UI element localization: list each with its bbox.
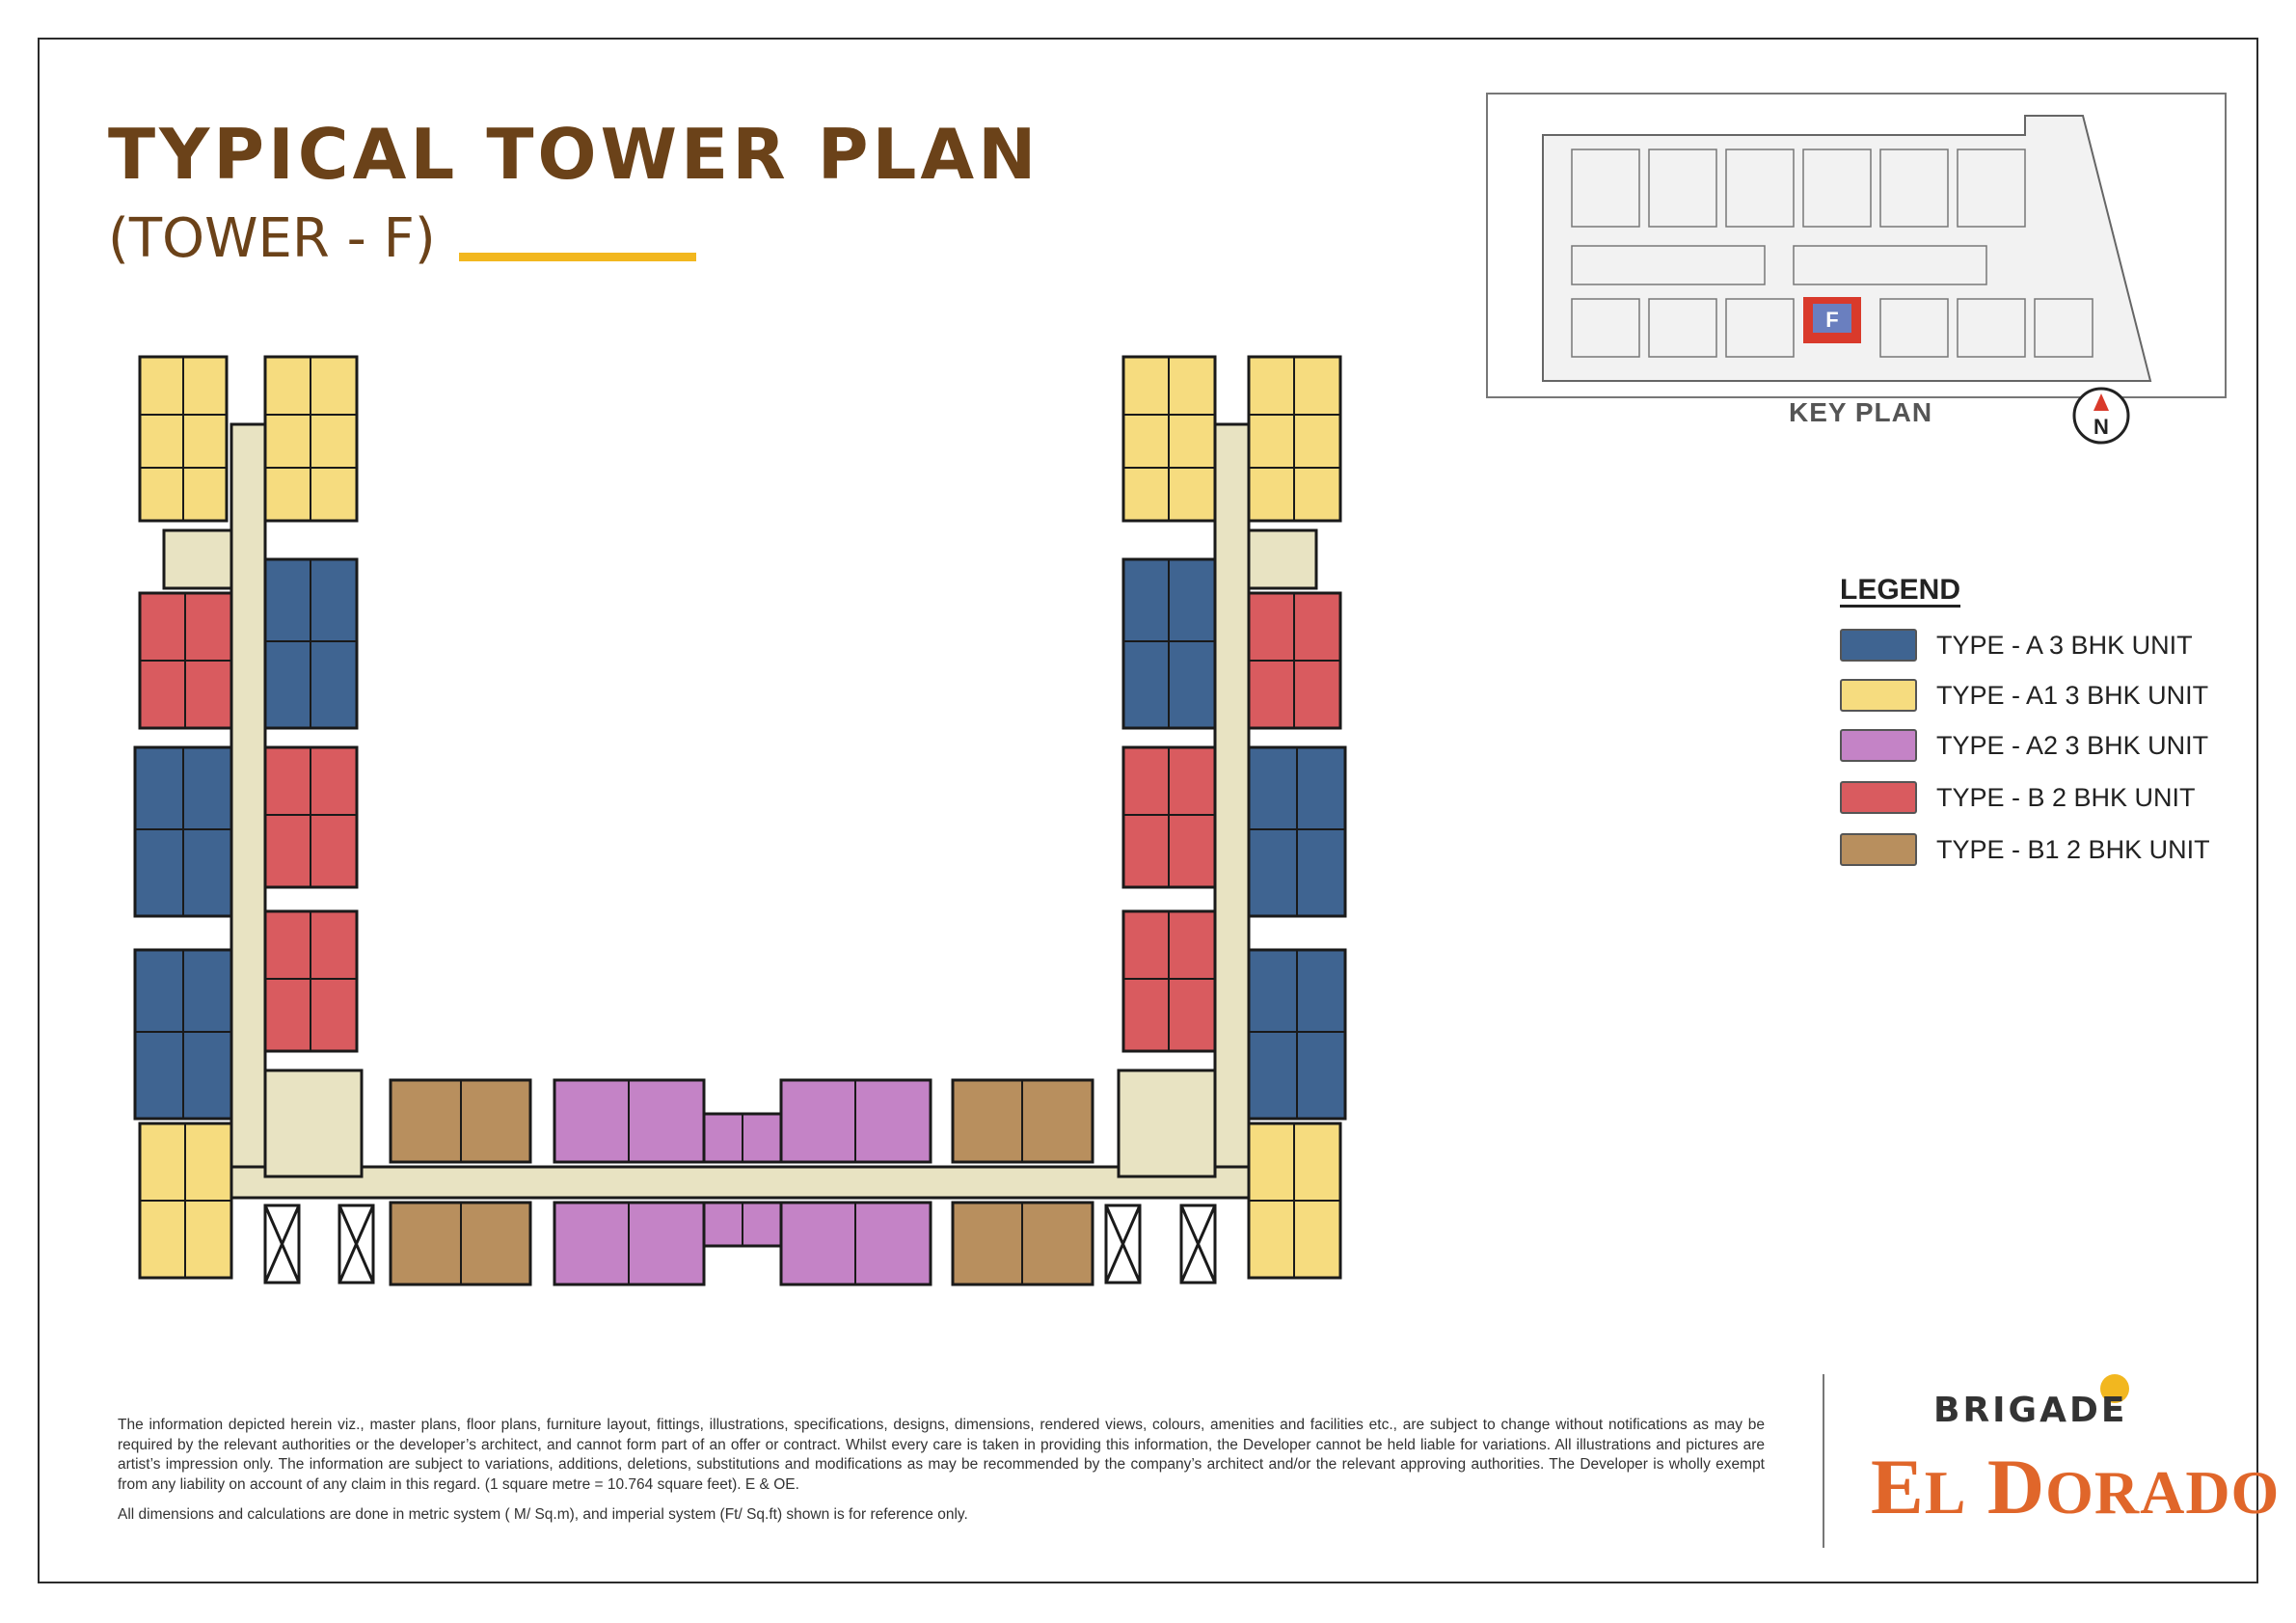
brand-name: BRIGADE xyxy=(1933,1391,2128,1430)
brand-divider xyxy=(1823,1374,1824,1548)
brand-letters: L xyxy=(1924,1458,1967,1527)
legend-item-type-a xyxy=(1840,627,2193,663)
legend-label: TYPE - B 2 BHK UNIT xyxy=(1936,782,2196,812)
disclaimer-note: All dimensions and calculations are done in metric system ( M/ Sq.m), and imperial system (Ft/ Sq.ft) shown is for reference only. xyxy=(118,1506,968,1523)
legend-swatch xyxy=(1840,833,1917,866)
tower-floor-plan xyxy=(125,342,1360,1307)
legend-swatch xyxy=(1840,781,1917,814)
legend-title: LEGEND xyxy=(1840,574,1961,606)
brand-initial: D xyxy=(1986,1443,2046,1530)
legend-swatch xyxy=(1840,679,1917,712)
legend-item-type-a2 xyxy=(1840,727,2208,764)
legend-item-type-a1 xyxy=(1840,677,2208,714)
key-plan-tower-label: F xyxy=(1825,308,1839,332)
brand-initial: E xyxy=(1871,1443,1925,1530)
legend-swatch xyxy=(1840,729,1917,762)
north-label: N xyxy=(2093,415,2109,439)
legend-label: TYPE - B1 2 BHK UNIT xyxy=(1936,834,2210,864)
brand-logo xyxy=(1871,1442,2280,1532)
page-subtitle: (TOWER - F) xyxy=(108,207,436,270)
legend-swatch xyxy=(1840,629,1917,662)
legend-label: TYPE - A 3 BHK UNIT xyxy=(1936,630,2193,660)
legend-item-type-b1 xyxy=(1840,831,2210,868)
legend-label: TYPE - A1 3 BHK UNIT xyxy=(1936,680,2209,710)
disclaimer-text: The information depicted herein viz., master plans, floor plans, furniture layout, fittings, illustrations, specifications, designs, dimensions, rendered views, colours, amenities and facilities etc., are subject to change without notifications as may be required by the relevant authorities or the developer’s architect, and cannot form part of an offer or contract. Whilst every care is taken in providing this information, the Developer cannot be held liable for variations. All illustrations and pictures are artist’s impression only. The information are subject to variations, additions, deletions, substitutions and modifications as may be recommended by the company’s architect and/or the relevant approving authorities. The Developer is wholly exempt from any liability on account of any claim in this regard. (1 square metre = 10.764 square feet). E & OE. xyxy=(118,1417,1765,1493)
key-plan-label: KEY PLAN xyxy=(1789,397,1933,427)
page-title: TYPICAL TOWER PLAN xyxy=(108,114,1040,195)
north-arrow-icon xyxy=(2071,386,2131,446)
legend-item-type-b xyxy=(1840,779,2196,816)
brand-letters: ORADO xyxy=(2045,1458,2281,1527)
subtitle-underline xyxy=(459,253,696,261)
legend-label: TYPE - A2 3 BHK UNIT xyxy=(1936,730,2209,760)
